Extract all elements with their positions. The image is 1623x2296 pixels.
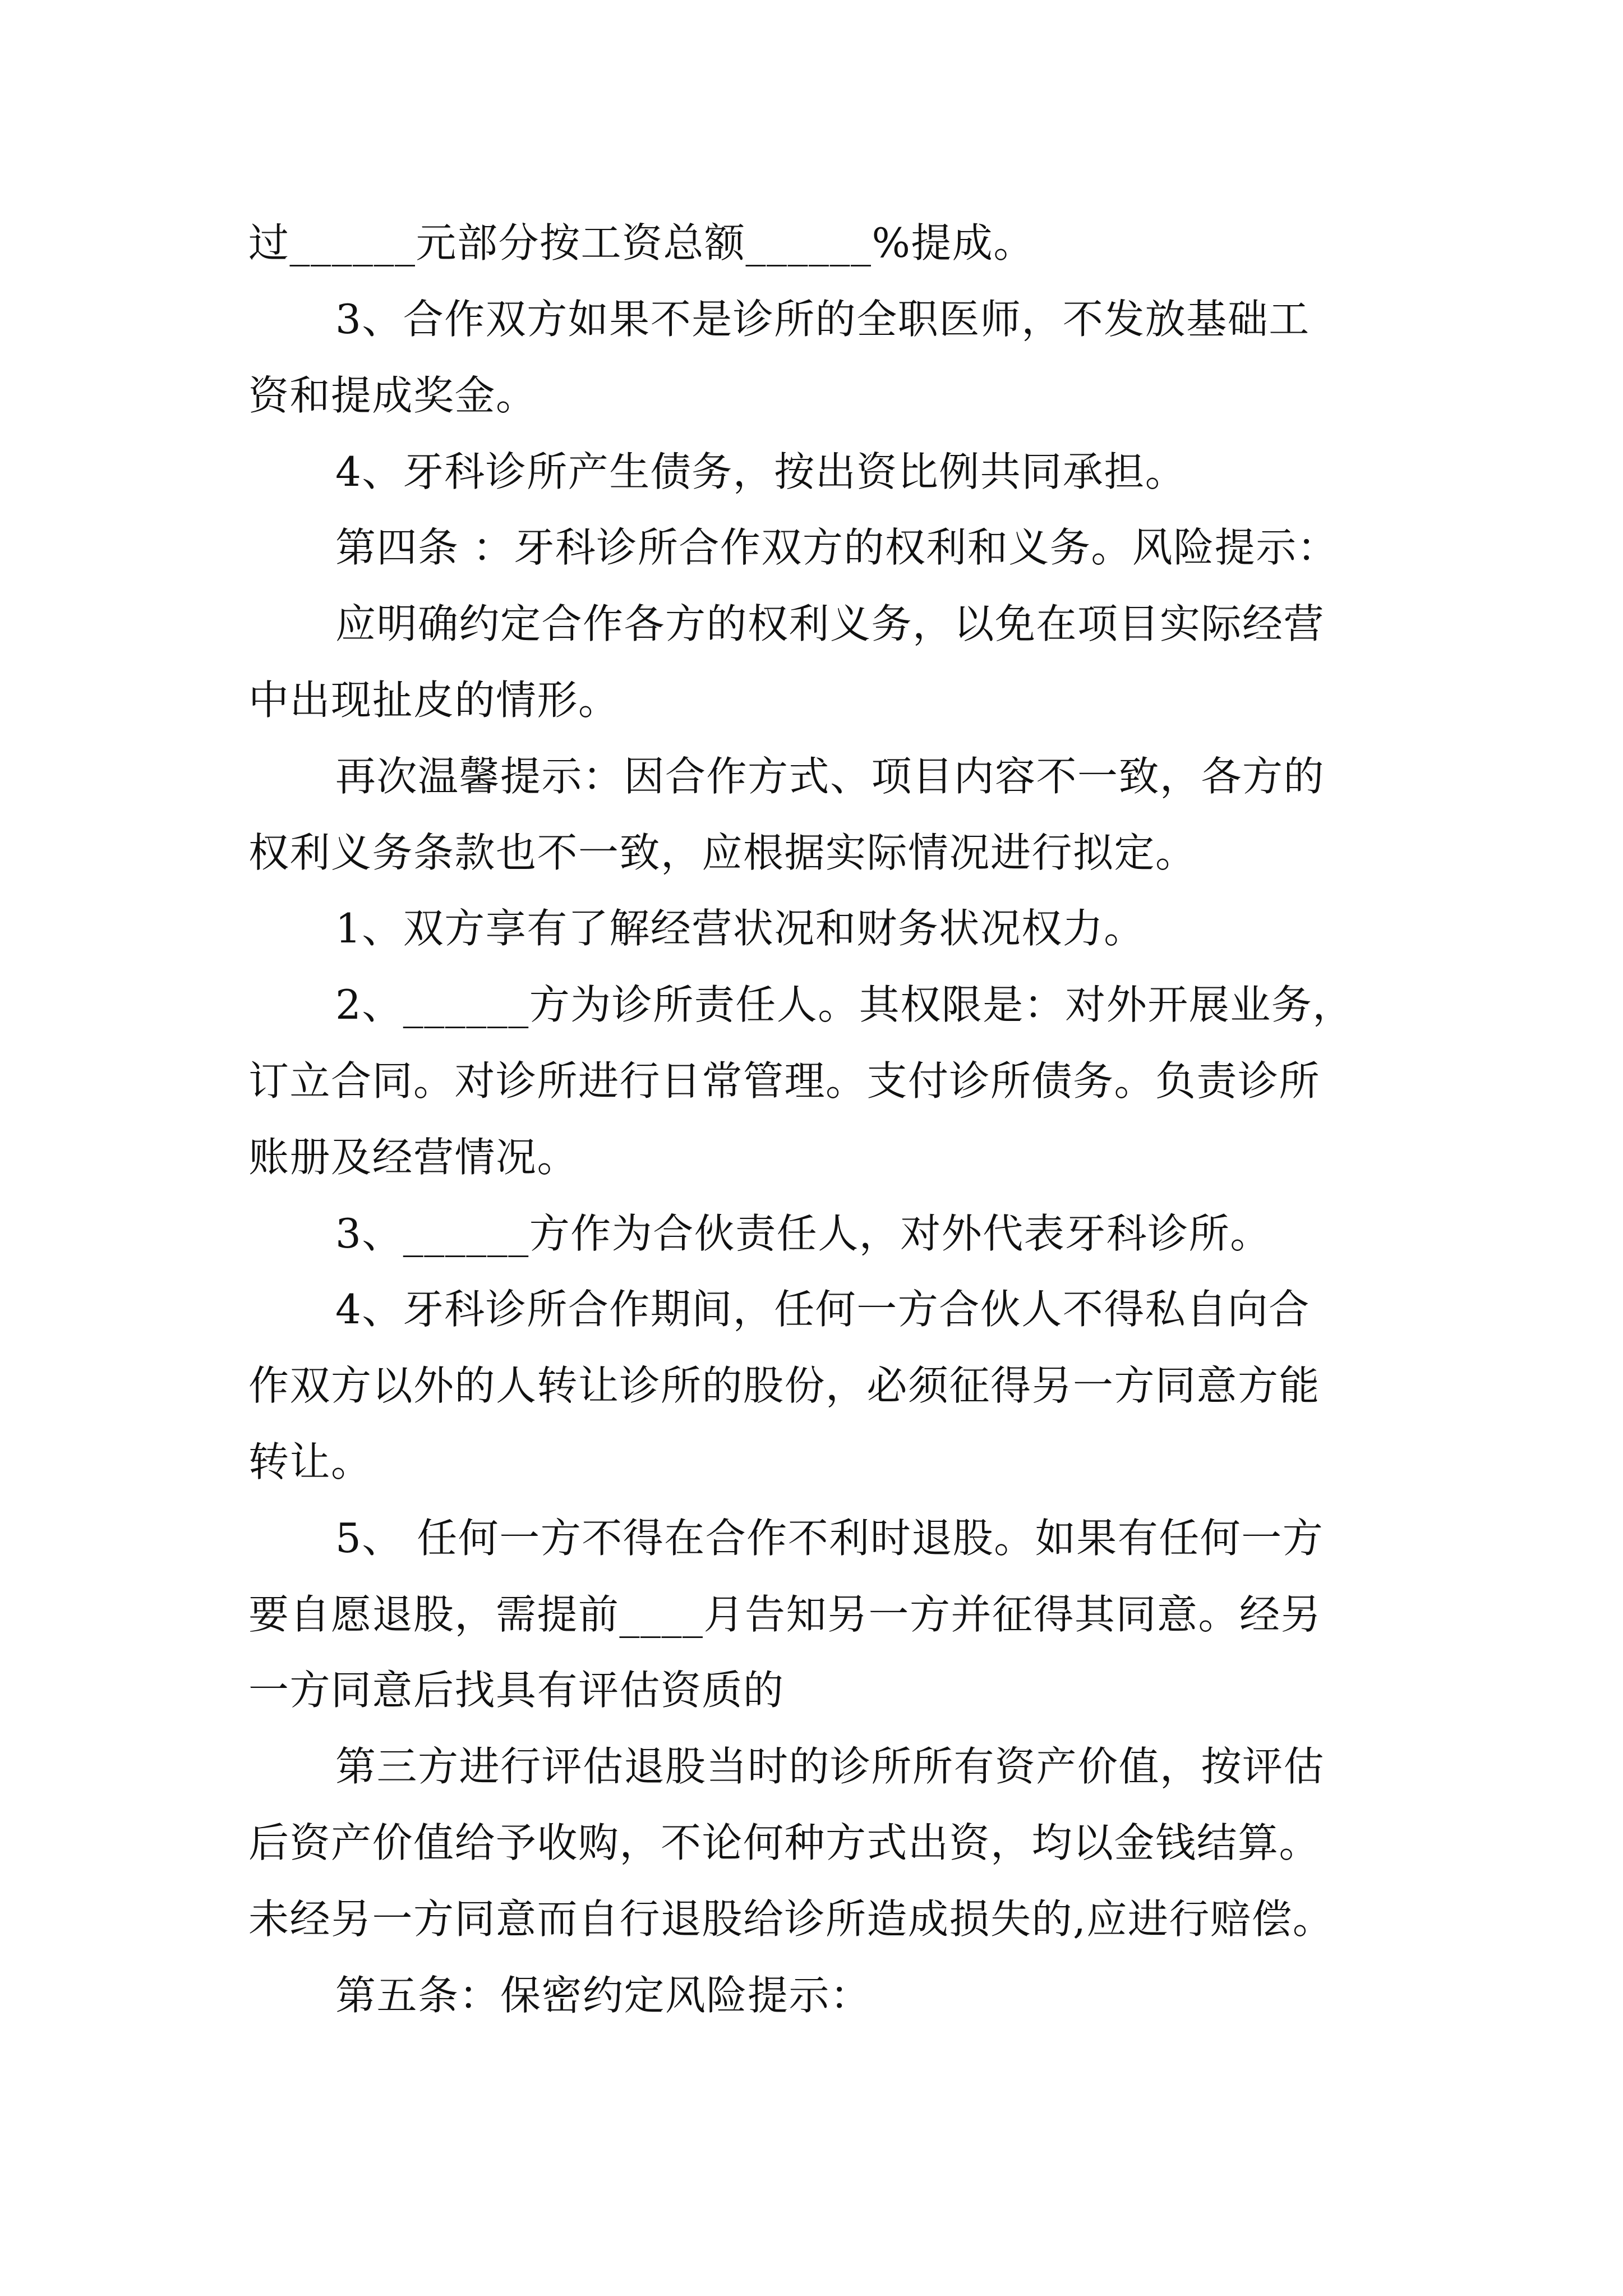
text-line-16: 作双方以外的人转让诊所的股份，必须征得另一方同意方能 xyxy=(248,1362,1321,1409)
text-line-17: 转让。 xyxy=(248,1438,372,1485)
text-line-12: 订立合同。对诊所进行日常管理。支付诊所债务。负责诊所 xyxy=(248,1057,1321,1105)
text-line-10: 1、双方享有了解经营状况和财务状况权力。 xyxy=(335,905,1145,952)
text-line-5: 第四条 ：牙科诊所合作双方的权利和义务。风险提示： xyxy=(335,524,1339,571)
text-line-24: 第五条：保密约定风险提示： xyxy=(335,1972,872,2019)
text-line-8: 再次温馨提示：因合作方式、项目内容不一致，各方的 xyxy=(335,753,1325,800)
text-line-15: 4、牙科诊所合作期间，任何一方合伙人不得私自向合 xyxy=(335,1286,1310,1333)
text-line-1: 过______元部分按工资总额______%提成。 xyxy=(248,219,1035,266)
text-line-22: 后资产价值给予收购，不论何种方式出资，均以金钱结算。 xyxy=(248,1819,1321,1866)
text-line-20: 一方同意后找具有评估资质的 xyxy=(248,1667,785,1714)
text-line-2: 3、合作双方如果不是诊所的全职医师，不发放基础工 xyxy=(335,296,1310,343)
text-line-9: 权利义务条款也不一致，应根据实际情况进行拟定。 xyxy=(248,829,1197,876)
text-line-13: 账册及经营情况。 xyxy=(248,1134,579,1181)
text-line-6: 应明确约定合作各方的权利义务，以免在项目实际经营 xyxy=(335,600,1325,647)
text-line-18: 5、 任何一方不得在合作不利时退股。如果有任何一方 xyxy=(335,1515,1324,1562)
text-line-7: 中出现扯皮的情形。 xyxy=(248,677,620,724)
text-line-19: 要自愿退股，需提前____月告知另一方并征得其同意。经另 xyxy=(248,1591,1322,1638)
text-line-4: 4、牙科诊所产生债务，按出资比例共同承担。 xyxy=(335,448,1187,495)
text-line-14: 3、______方作为合伙责任人，对外代表牙科诊所。 xyxy=(335,1210,1271,1257)
text-line-3: 资和提成奖金。 xyxy=(248,372,537,419)
text-line-11: 2、______方为诊所责任人。其权限是：对外开展业务， xyxy=(335,981,1354,1028)
text-line-21: 第三方进行评估退股当时的诊所所有资产价值，按评估 xyxy=(335,1743,1325,1790)
text-line-23: 未经另一方同意而自行退股给诊所造成损失的,应进行赔偿。 xyxy=(248,1895,1334,1943)
